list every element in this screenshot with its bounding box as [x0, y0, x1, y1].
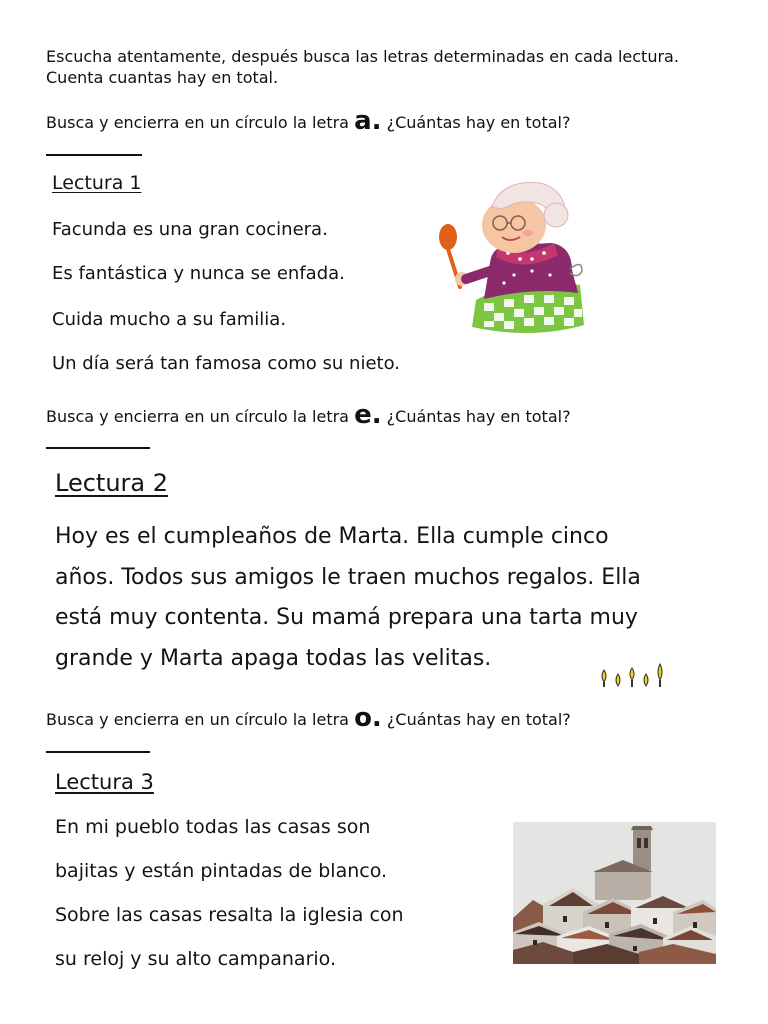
reading1-line-1: Facunda es una gran cocinera. — [52, 219, 328, 240]
grandma-cook-illustration — [432, 175, 592, 337]
instruction-e-text: Busca y encierra en un círculo la letra — [46, 407, 355, 426]
reading2-line-3: está muy contenta. Su mamá prepara una tarta muy — [55, 605, 638, 630]
instruction-o-question: ¿Cuántas hay en total? — [381, 710, 571, 729]
instruction-o-letter: o. — [354, 703, 382, 733]
reading1-title: Lectura 1 — [52, 172, 142, 194]
reading1-line-3: Cuida mucho a su familia. — [52, 309, 287, 330]
reading1-line-2: Es fantástica y nunca se enfada. — [52, 263, 345, 284]
reading3-line-1: En mi pueblo todas las casas son — [55, 816, 371, 838]
reading3-line-2: bajitas y están pintadas de blanco. — [55, 860, 388, 882]
answer-blank-a[interactable] — [46, 154, 142, 156]
answer-blank-e[interactable] — [46, 447, 150, 449]
instruction-a-text: Busca y encierra en un círculo la letra — [46, 113, 355, 132]
instruction-e-letter: e. — [354, 400, 382, 430]
reading3-line-4: su reloj y su alto campanario. — [55, 948, 336, 970]
candles-icon — [598, 660, 670, 688]
intro-text: Escucha atentamente, después busca las letras determinadas en cada lectura. Cuenta cuantas hay en total. — [46, 47, 679, 87]
reading1-line-4: Un día será tan famosa como su nieto. — [52, 353, 400, 374]
instruction-a-letter: a. — [354, 106, 382, 136]
instruction-e — [46, 400, 571, 430]
instruction-e-question: ¿Cuántas hay en total? — [381, 407, 571, 426]
reading3-line-3: Sobre las casas resalta la iglesia con — [55, 904, 404, 926]
answer-blank-o[interactable] — [46, 751, 150, 753]
reading2-line-4: grande y Marta apaga todas las velitas. — [55, 646, 492, 671]
instruction-a — [46, 106, 571, 136]
instruction-o — [46, 703, 571, 733]
instruction-o-text: Busca y encierra en un círculo la letra — [46, 710, 355, 729]
village-painting — [513, 822, 716, 964]
reading2-line-1: Hoy es el cumpleaños de Marta. Ella cumple cinco — [55, 524, 609, 549]
reading3-title: Lectura 3 — [55, 770, 154, 794]
instruction-a-question: ¿Cuántas hay en total? — [381, 113, 571, 132]
reading2-line-2: años. Todos sus amigos le traen muchos regalos. Ella — [55, 565, 641, 590]
reading2-title: Lectura 2 — [55, 469, 169, 497]
